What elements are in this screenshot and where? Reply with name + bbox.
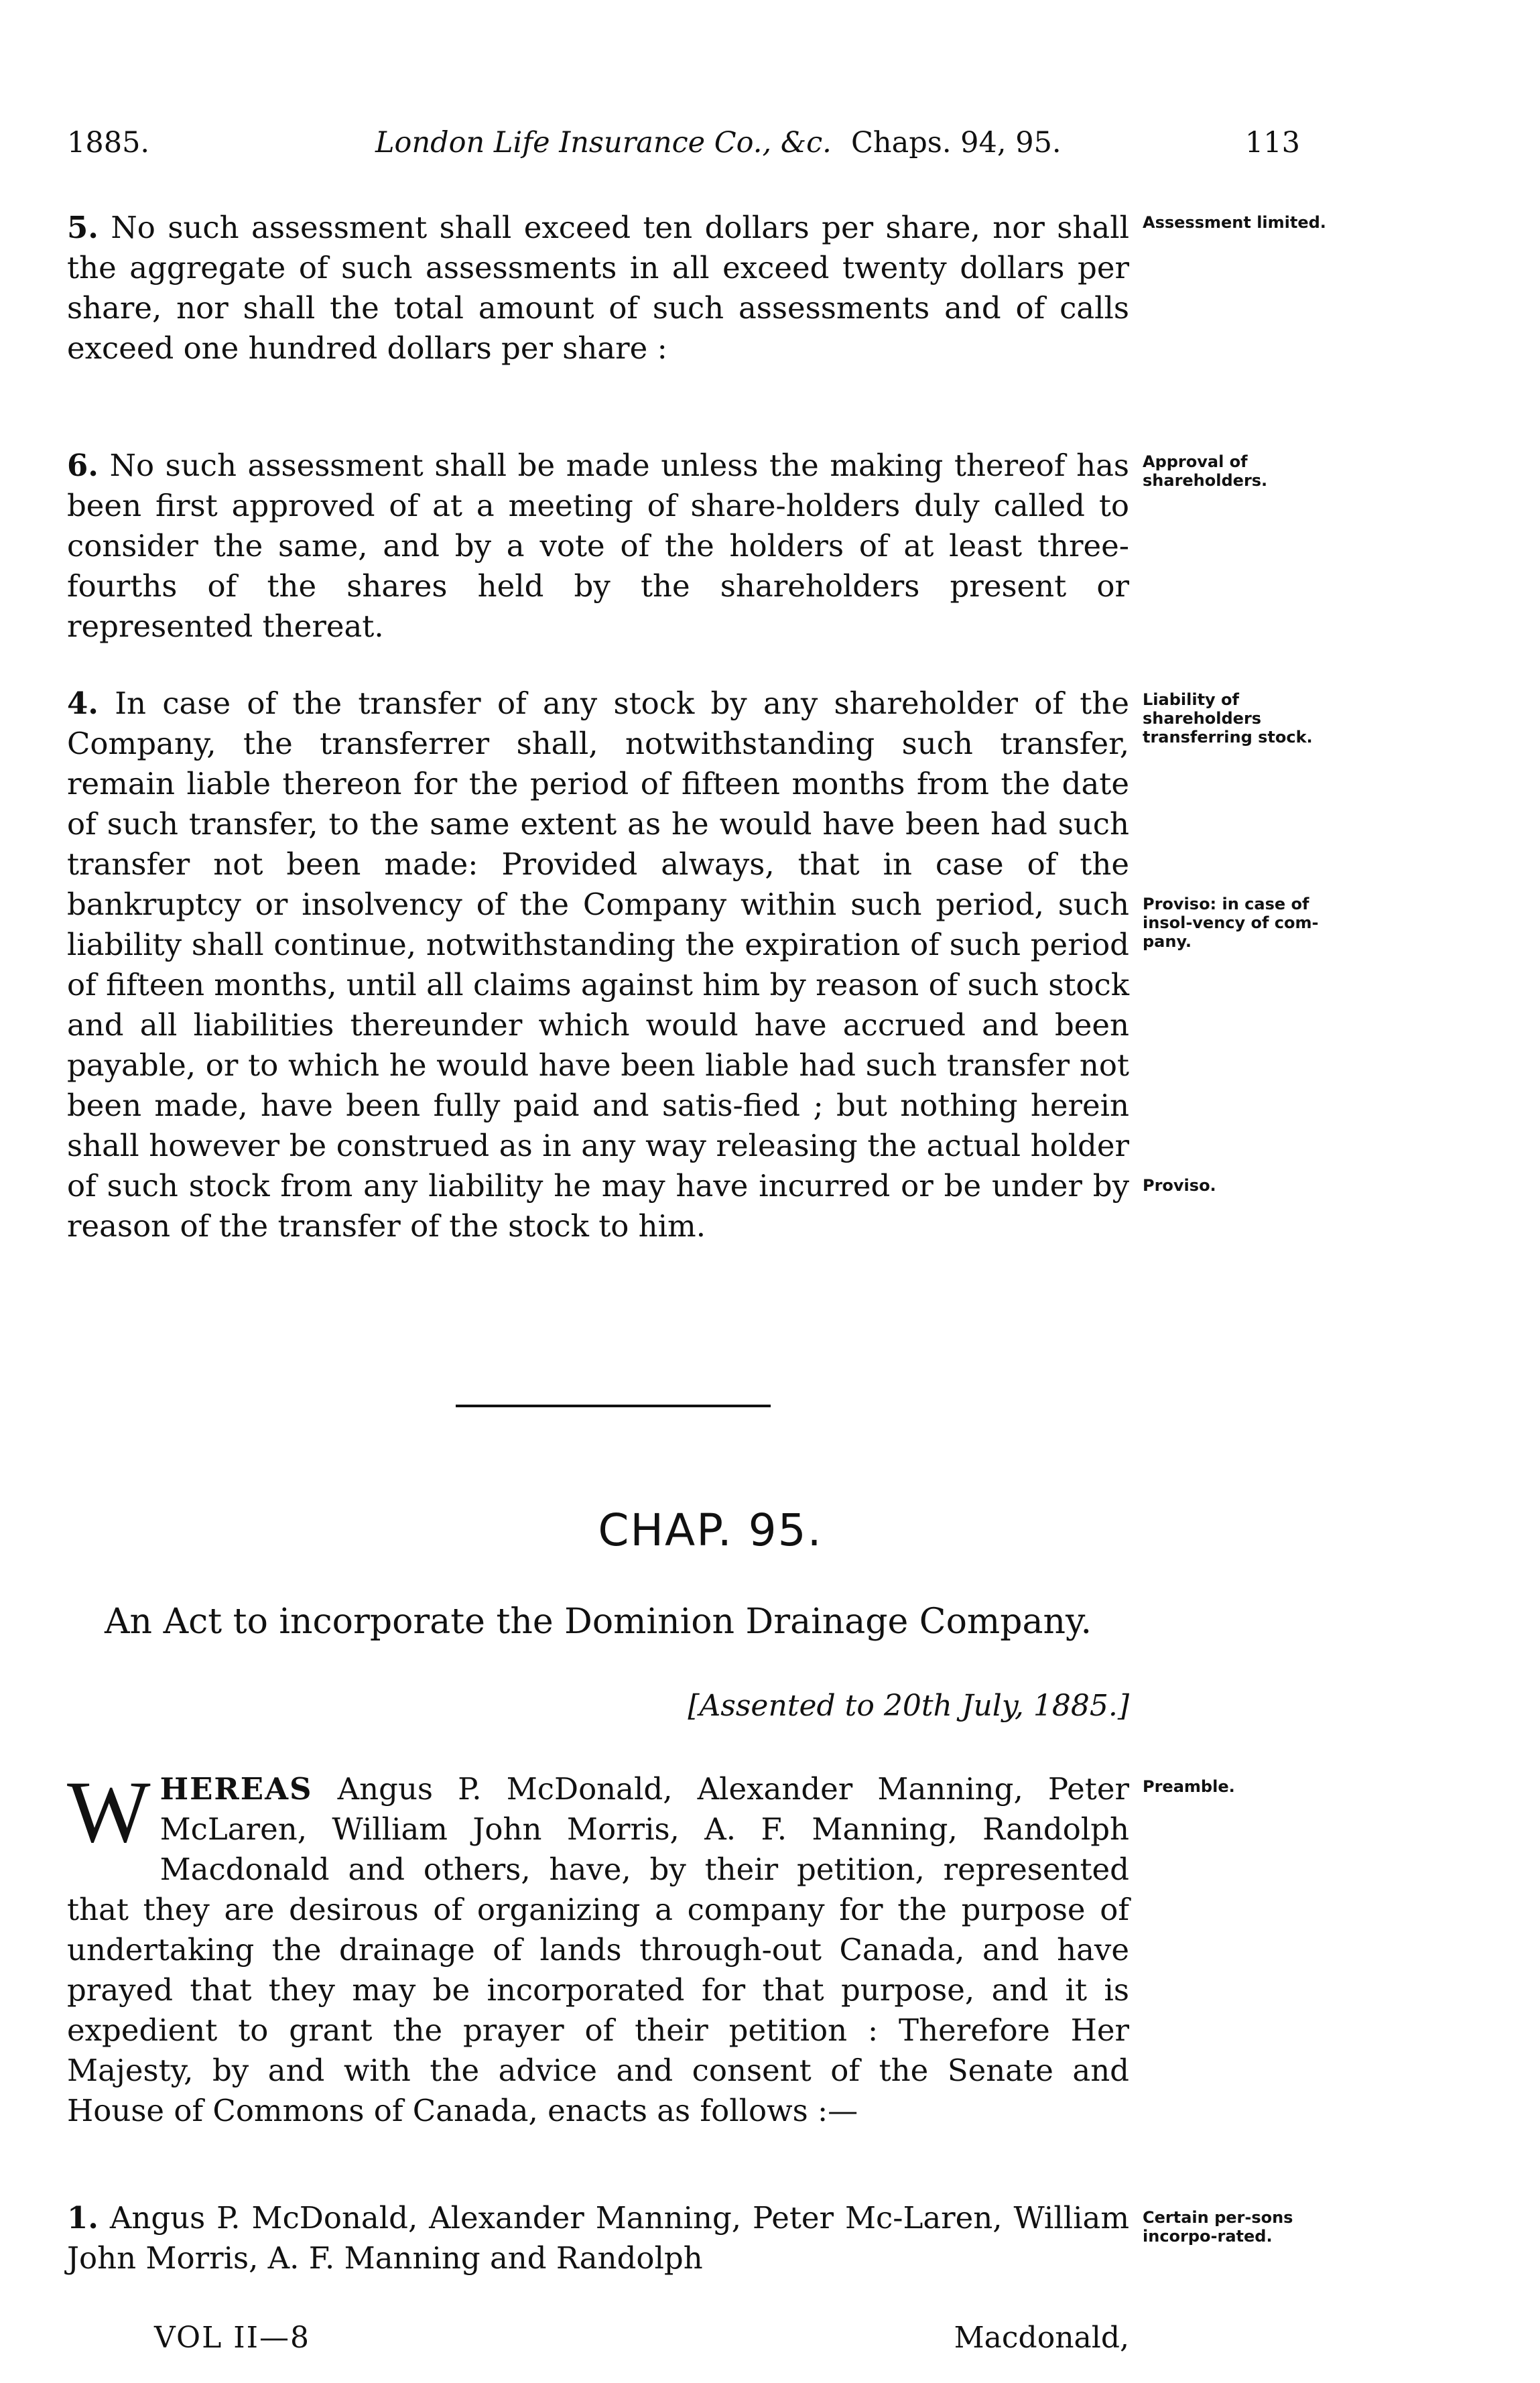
drop-cap: W bbox=[67, 1762, 151, 1861]
section-1 bbox=[67, 2198, 1129, 2278]
act-title: An Act to incorporate the Dominion Drainage Company. bbox=[105, 1602, 1092, 1642]
margin-note-assessment: Assessment limited. bbox=[1143, 213, 1326, 232]
preamble-caps: HEREAS bbox=[159, 1771, 313, 1807]
margin-note-incorporation: Certain per-sons incorpo-rated. bbox=[1143, 2208, 1293, 2246]
section-number: 4. bbox=[67, 686, 99, 721]
section-number: 6. bbox=[67, 448, 99, 483]
chapter-heading: CHAP. 95. bbox=[598, 1504, 823, 1556]
section-text: Angus P. McDonald, Alexander Manning, Peter Mc-Laren, William John Morris, A. F. Manning and Randolph bbox=[67, 2200, 1130, 2276]
header-title: London Life Insurance Co., &c. bbox=[375, 126, 832, 159]
preamble bbox=[67, 1762, 1129, 2131]
assent-date: [Assented to 20th July, 1885.] bbox=[688, 1689, 1129, 1723]
page-number: 113 bbox=[1244, 126, 1300, 159]
volume-signature: VOL II—8 bbox=[154, 2321, 311, 2355]
section-text: No such assessment shall be made unless the making thereof has been first approved of at a meeting of share-holders duly called to consider the same, and by a vote of the holders of at least three-fourths of the shares held by the shareholders present or represented thereat. bbox=[67, 448, 1130, 644]
margin-note-proviso: Proviso. bbox=[1143, 1176, 1216, 1195]
running-header bbox=[67, 126, 1300, 173]
section-4 bbox=[67, 684, 1129, 1246]
section-number: 1. bbox=[67, 2200, 99, 2236]
margin-note-liability: Liability of shareholders transferring stock. bbox=[1143, 690, 1313, 747]
margin-note-preamble: Preamble. bbox=[1143, 1777, 1235, 1796]
section-6 bbox=[67, 446, 1129, 647]
section-text: In case of the transfer of any stock by any shareholder of the Company, the transferrer shall, notwithstanding such transfer, remain liable thereon for the period of fifteen months from the date of such transfer, to the same extent as he would have been had such transfer not been made: Provided always, that in case of the bankruptcy or insolvency of the Company within such period, such liability shall continue, notwithstanding the expiration of such period of fifteen months, until all claims against him by reason of such stock and all liabilities thereunder which would have accrued and been payable, or to which he would have been liable had such transfer not been made, have been fully paid and satis-fied ; but nothing herein shall however be construed as in any way releasing the actual holder of such stock from any liability he may have incurred or be under by reason of the transfer of the stock to him. bbox=[67, 686, 1129, 1244]
margin-note-approval: Approval of shareholders. bbox=[1143, 452, 1268, 490]
header-chapters: Chaps. 94, 95. bbox=[851, 126, 1062, 159]
catchword: Macdonald, bbox=[954, 2321, 1129, 2355]
section-number: 5. bbox=[67, 210, 99, 245]
section-5 bbox=[67, 208, 1129, 369]
margin-note-proviso-insolvency: Proviso: in case of insol-vency of com-pany. bbox=[1143, 895, 1319, 951]
section-text: No such assessment shall exceed ten dollars per share, nor shall the aggregate of such assessments in all exceed twenty dollars per share, nor shall the total amount of such assessments and of calls exceed one hundred dollars per share : bbox=[67, 210, 1129, 366]
section-divider bbox=[456, 1405, 771, 1407]
preamble-text: Angus P. McDonald, Alexander Manning, Peter McLaren, William John Morris, A. F. Manning, Randolph Macdonald and others, have, by their petition, represented that they are desirous of organizing a company for the purpose of undertaking the drainage of lands through-out Canada, and have prayed that they may be incorporated for that purpose, and it is expedient to grant the prayer of their petition : Therefore Her Majesty, by and with the advice and consent of the Senate and House of Commons of Canada, enacts as follows :— bbox=[67, 1771, 1129, 2128]
header-year: 1885. bbox=[67, 126, 150, 159]
page-footer bbox=[154, 2321, 1129, 2361]
